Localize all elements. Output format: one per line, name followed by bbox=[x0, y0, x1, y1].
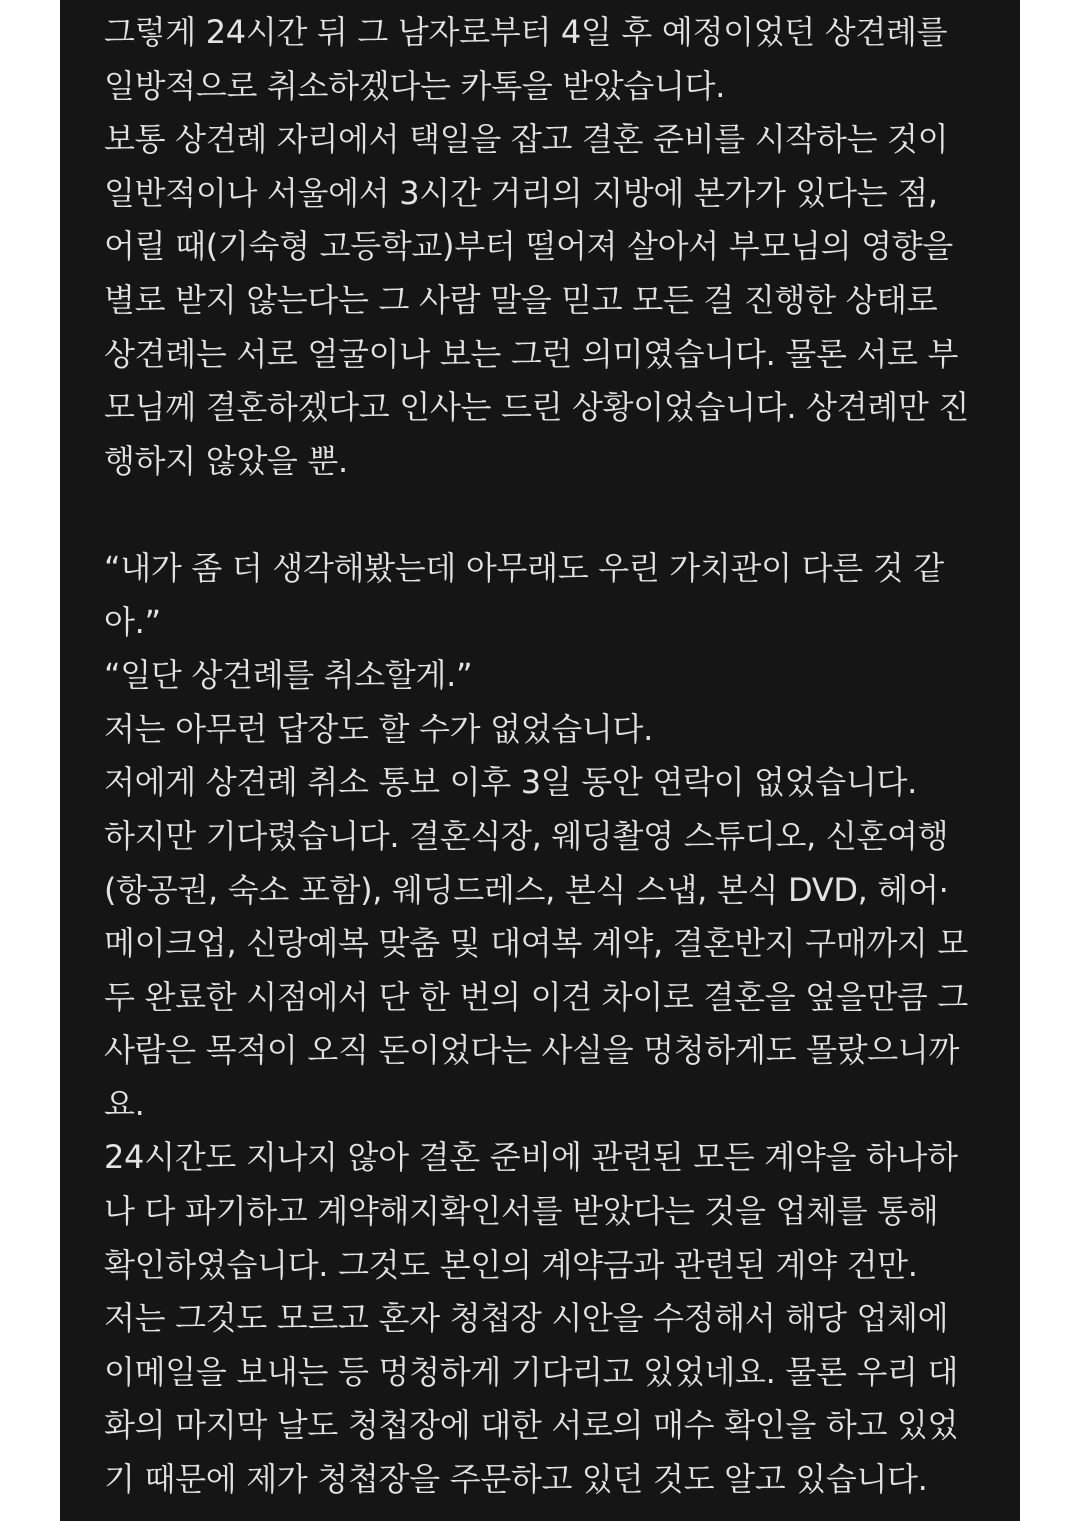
article-line: 보통 상견례 자리에서 택일을 잡고 결혼 준비를 시작하는 것이 bbox=[104, 120, 949, 159]
article-line: 요. bbox=[104, 1084, 145, 1123]
article-line: 나 다 파기하고 계약해지확인서를 받았다는 것을 업체를 통해 bbox=[104, 1192, 939, 1231]
quote-line: “내가 좀 더 생각해봤는데 아무래도 우린 가치관이 다른 것 같 bbox=[104, 548, 944, 587]
article-line: (항공권, 숙소 포함), 웨딩드레스, 본식 스냅, 본식 DVD, 헤어· bbox=[104, 870, 949, 909]
article-line: 저는 아무런 답장도 할 수가 없었습니다. bbox=[104, 709, 654, 748]
article-line: 행하지 않았을 뿐. bbox=[104, 441, 348, 480]
article-line: 저는 그것도 모르고 혼자 청첩장 시안을 수정해서 해당 업체에 bbox=[104, 1299, 949, 1338]
article-line: 사람은 목적이 오직 돈이었다는 사실을 멍청하게도 몰랐으니까 bbox=[104, 1031, 960, 1070]
article-line: 저에게 상견례 취소 통보 이후 3일 동안 연락이 없었습니다. bbox=[104, 763, 917, 802]
article-line: 그렇게 24시간 뒤 그 남자로부터 4일 후 예정이었던 상견례를 bbox=[104, 13, 948, 51]
quote-line: 아.” bbox=[104, 602, 161, 641]
quote-line: “일단 상견례를 취소할게.” bbox=[104, 656, 473, 695]
article-line: 확인하였습니다. 그것도 본인의 계약금과 관련된 계약 건만. bbox=[104, 1245, 918, 1284]
article-line: 화의 마지막 날도 청첩장에 대한 서로의 매수 확인을 하고 있었 bbox=[104, 1406, 959, 1445]
article-line: 두 완료한 시점에서 단 한 번의 이견 차이로 결혼을 엎을만큼 그 bbox=[104, 977, 969, 1016]
article-line: 별로 받지 않는다는 그 사람 말을 믿고 모든 걸 진행한 상태로 bbox=[104, 280, 938, 319]
article-line: 모님께 결혼하겠다고 인사는 드린 상황이었습니다. 상견례만 진 bbox=[104, 388, 970, 427]
article-line: 일방적으로 취소하겠다는 카톡을 받았습니다. bbox=[104, 66, 726, 105]
article-line: 기 때문에 제가 청첩장을 주문하고 있던 것도 알고 있습니다. bbox=[104, 1460, 928, 1499]
article-line: 하지만 기다렸습니다. 결혼식장, 웨딩촬영 스튜디오, 신혼여행 bbox=[104, 816, 949, 855]
article-line: 일반적이나 서울에서 3시간 거리의 지방에 본가가 있다는 점, bbox=[104, 173, 938, 212]
article-line: 메이크업, 신랑예복 맞춤 및 대여복 계약, 결혼반지 구매까지 모 bbox=[104, 924, 969, 963]
article-line: 24시간도 지나지 않아 결혼 준비에 관련된 모든 계약을 하나하 bbox=[104, 1138, 958, 1177]
article-line: 상견례는 서로 얼굴이나 보는 그런 의미였습니다. 물론 서로 부 bbox=[104, 334, 959, 373]
article-line: 이메일을 보내는 등 멍청하게 기다리고 있었네요. 물론 우리 대 bbox=[104, 1352, 959, 1391]
article-body bbox=[104, 6, 984, 1507]
article-line: 어릴 때(기숙형 고등학교)부터 떨어져 살아서 부모님의 영향을 bbox=[104, 227, 953, 266]
paragraph-gap bbox=[104, 488, 984, 542]
